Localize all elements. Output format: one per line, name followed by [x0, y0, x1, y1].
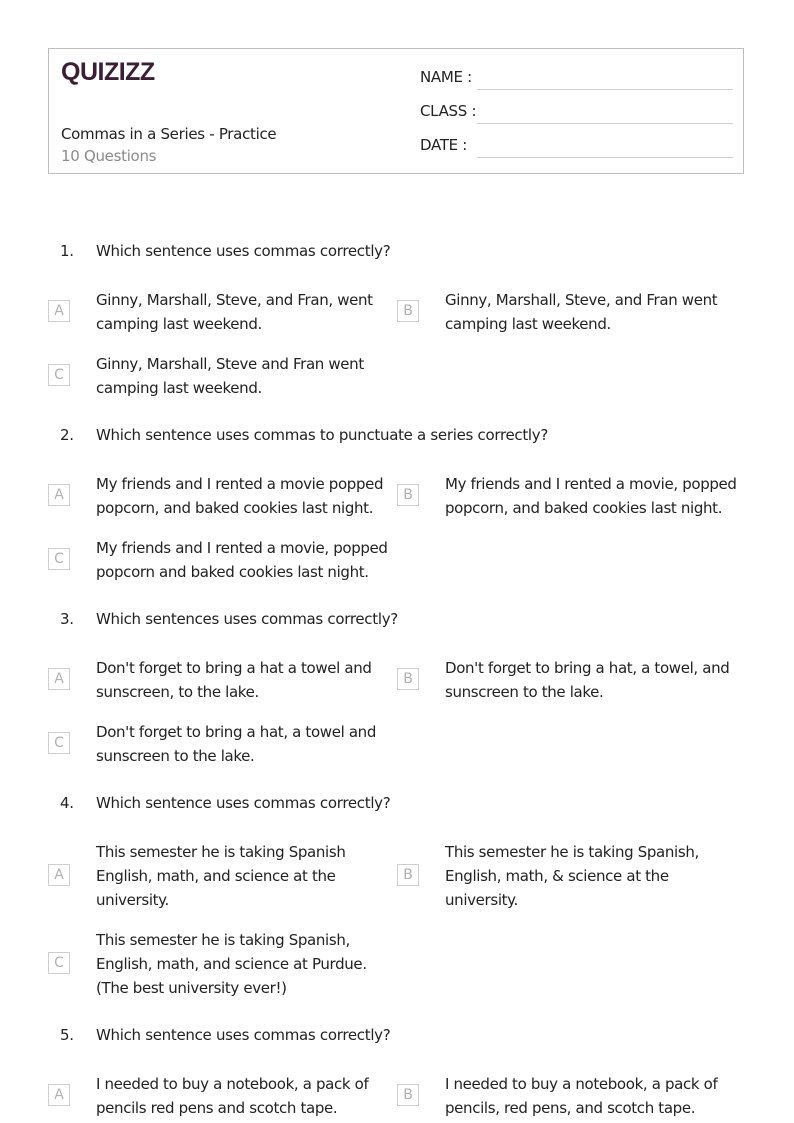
option-a-text: Ginny, Marshall, Steve, and Fran, went camping last weekend.: [96, 291, 373, 333]
question-text: Which sentence uses commas to punctuate a series correctly?: [96, 426, 549, 444]
option-c-box[interactable]: C: [48, 548, 70, 570]
question-count: 10 Questions: [61, 147, 157, 165]
option-b-box[interactable]: B: [397, 1084, 419, 1106]
question-number: 5.: [60, 1026, 74, 1044]
question-number: 4.: [60, 794, 74, 812]
worksheet-header: [48, 48, 744, 174]
option-a-box[interactable]: A: [48, 864, 70, 886]
option-c-box[interactable]: C: [48, 952, 70, 974]
question-text: Which sentence uses commas correctly?: [96, 794, 391, 812]
option-a-box[interactable]: A: [48, 484, 70, 506]
quizizz-logo: QUIZIZZ: [61, 58, 155, 86]
class-field[interactable]: [477, 123, 733, 124]
option-b-text: Ginny, Marshall, Steve, and Fran went camping last weekend.: [445, 291, 718, 333]
option-a-text: My friends and I rented a movie popped popcorn, and baked cookies last night.: [96, 475, 384, 517]
option-c-text: Don't forget to bring a hat, a towel and sunscreen to the lake.: [96, 723, 376, 765]
option-b-box[interactable]: B: [397, 668, 419, 690]
option-b-text: Don't forget to bring a hat, a towel, and sunscreen to the lake.: [445, 659, 730, 701]
option-b-box[interactable]: B: [397, 484, 419, 506]
option-c-text: This semester he is taking Spanish, English, math, and science at Purdue. (The best university ever!): [96, 931, 367, 997]
worksheet-title: Commas in a Series - Practice: [61, 125, 277, 143]
option-c-box[interactable]: C: [48, 732, 70, 754]
option-a-text: I needed to buy a notebook, a pack of pencils red pens and scotch tape.: [96, 1075, 369, 1117]
option-b-box[interactable]: B: [397, 864, 419, 886]
question-text: Which sentence uses commas correctly?: [96, 242, 391, 260]
option-a-box[interactable]: A: [48, 668, 70, 690]
option-c-text: Ginny, Marshall, Steve and Fran went camping last weekend.: [96, 355, 364, 397]
option-a-text: This semester he is taking Spanish English, math, and science at the university.: [96, 843, 346, 909]
question-number: 3.: [60, 610, 74, 628]
date-field[interactable]: [477, 157, 733, 158]
question-number: 2.: [60, 426, 74, 444]
question-text: Which sentences uses commas correctly?: [96, 610, 398, 628]
name-field[interactable]: [477, 89, 733, 90]
question-number: 1.: [60, 242, 74, 260]
date-label: DATE :: [420, 136, 468, 154]
class-label: CLASS :: [420, 102, 477, 120]
option-a-text: Don't forget to bring a hat a towel and sunscreen, to the lake.: [96, 659, 372, 701]
option-b-box[interactable]: B: [397, 300, 419, 322]
option-a-box[interactable]: A: [48, 300, 70, 322]
option-b-text: This semester he is taking Spanish, English, math, & science at the university.: [445, 843, 699, 909]
name-label: NAME :: [420, 68, 472, 86]
option-b-text: My friends and I rented a movie, popped popcorn, and baked cookies last night.: [445, 475, 737, 517]
option-c-box[interactable]: C: [48, 364, 70, 386]
option-a-box[interactable]: A: [48, 1084, 70, 1106]
option-b-text: I needed to buy a notebook, a pack of pencils, red pens, and scotch tape.: [445, 1075, 718, 1117]
option-c-text: My friends and I rented a movie, popped popcorn and baked cookies last night.: [96, 539, 388, 581]
question-text: Which sentence uses commas correctly?: [96, 1026, 391, 1044]
